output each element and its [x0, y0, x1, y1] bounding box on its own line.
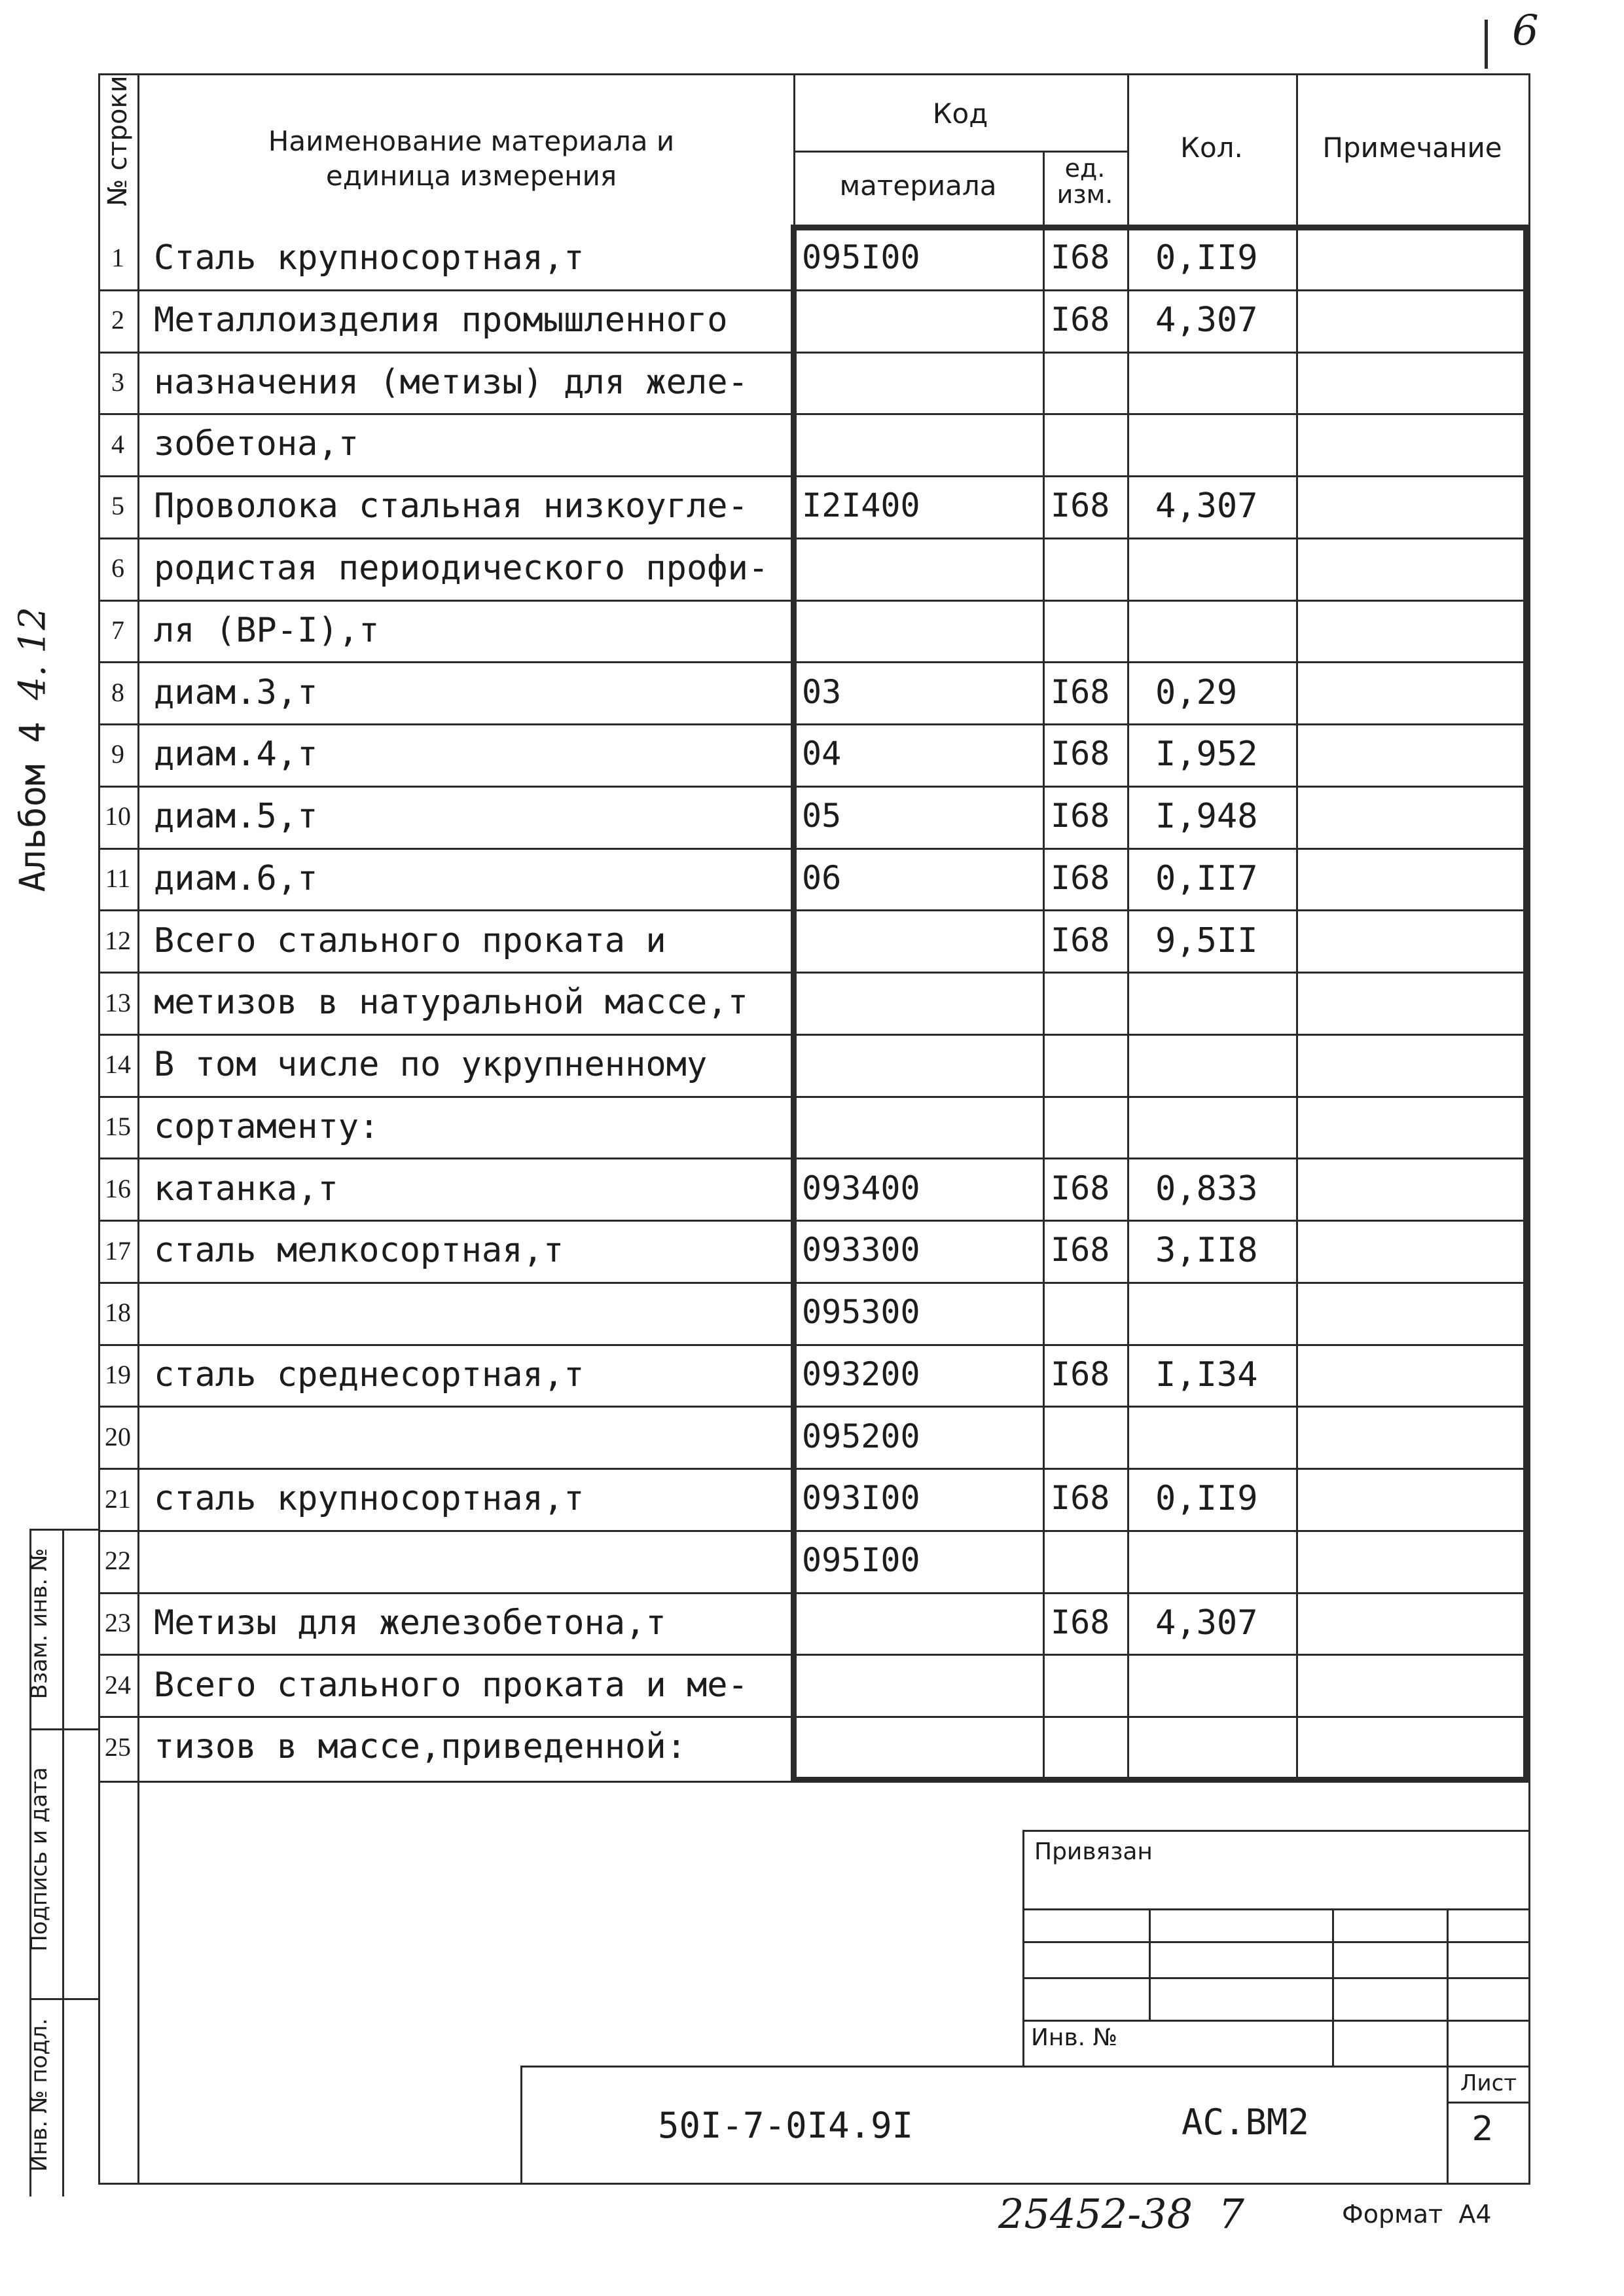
header-code: Код: [932, 98, 988, 130]
row-quantity: I,I34: [1155, 1355, 1258, 1394]
album-handwritten: 4. 12: [11, 606, 54, 701]
row-unit-code: I68: [1051, 238, 1110, 277]
row-quantity: 0,II9: [1155, 238, 1258, 278]
row-unit-code: I68: [1051, 1355, 1110, 1393]
sheet-corner-number: 6: [1512, 7, 1539, 55]
row-number: 20: [105, 1421, 131, 1451]
row-divider: [98, 1157, 1528, 1159]
row-material-code: 095200: [802, 1417, 920, 1455]
header-code-material: материала: [839, 170, 997, 202]
row-name: Сталь крупносортная,т: [154, 238, 585, 278]
row-material-code: 093I00: [802, 1479, 920, 1518]
row-material-code: 095I00: [802, 1541, 920, 1580]
row-unit-code: I68: [1051, 486, 1110, 525]
stamp-document-code: 50I-7-0I4.9I: [658, 2105, 914, 2146]
row-divider: [98, 786, 1528, 788]
row-number: 24: [105, 1669, 131, 1700]
row-number: 8: [111, 677, 124, 707]
row-number: 13: [105, 987, 131, 1017]
margin-field-inv-original: Инв. № подл.: [26, 2018, 52, 2172]
row-number: 25: [105, 1732, 131, 1762]
row-name: Всего стального проката и: [154, 920, 666, 960]
row-name: Металлоизделия промышленного: [154, 300, 728, 340]
row-divider: [98, 848, 1528, 850]
row-name: диам.6,т: [154, 858, 318, 898]
row-divider: [98, 538, 1528, 539]
row-name: Метизы для железобетона,т: [154, 1603, 666, 1643]
stamp-linked-label: Привязан: [1034, 1838, 1153, 1865]
row-number: 12: [105, 925, 131, 955]
row-number: 22: [105, 1546, 131, 1576]
row-quantity: 4,307: [1155, 1603, 1258, 1643]
row-divider: [98, 1034, 1528, 1036]
row-number: 19: [105, 1360, 131, 1390]
row-divider: [98, 909, 1528, 911]
row-name: диам.5,т: [154, 797, 318, 837]
row-divider: [98, 1592, 1528, 1594]
row-number: 15: [105, 1112, 131, 1142]
row-divider: [98, 1406, 1528, 1408]
row-unit-code: I68: [1051, 920, 1110, 959]
row-number: 4: [111, 429, 124, 459]
row-material-code: I2I400: [802, 486, 920, 525]
row-name: В том числе по укрупненному: [154, 1045, 708, 1085]
row-divider: [98, 661, 1528, 663]
row-quantity: 9,5II: [1155, 920, 1258, 960]
row-quantity: 0,833: [1155, 1169, 1258, 1209]
row-divider: [98, 1530, 1528, 1532]
header-note: Примечание: [1322, 132, 1502, 164]
row-quantity: 3,II8: [1155, 1231, 1258, 1271]
row-quantity: I,952: [1155, 735, 1258, 774]
row-material-code: 06: [802, 858, 842, 897]
row-material-code: 093400: [802, 1169, 920, 1207]
stamp-sheet-label: Лист: [1460, 2070, 1517, 2096]
row-divider: [98, 1096, 1528, 1098]
row-divider: [98, 289, 1528, 291]
row-unit-code: I68: [1051, 300, 1110, 338]
row-quantity: 0,II7: [1155, 858, 1258, 898]
row-name: зобетона,т: [154, 424, 359, 464]
row-divider: [98, 1654, 1528, 1656]
row-name: метизов в натуральной массе,т: [154, 983, 748, 1023]
row-material-code: 04: [802, 735, 842, 773]
row-name: диам.4,т: [154, 735, 318, 774]
row-name: сталь среднесортная,т: [154, 1355, 585, 1394]
stamp-inv-no-label: Инв. №: [1031, 2024, 1118, 2051]
row-divider: [98, 475, 1528, 477]
row-name: Проволока стальная низкоугле-: [154, 486, 748, 526]
stamp-document-mark: АС.ВМ2: [1182, 2102, 1310, 2143]
row-unit-code: I68: [1051, 1603, 1110, 1641]
row-quantity: I,948: [1155, 797, 1258, 837]
row-number: 9: [111, 739, 124, 769]
row-name: диам.3,т: [154, 672, 318, 712]
stamp-sheet-number: 2: [1471, 2109, 1494, 2149]
row-number: 18: [105, 1298, 131, 1328]
margin-field-signature-date: Подпись и дата: [26, 1767, 52, 1952]
row-number: 11: [105, 863, 131, 893]
format-label: Формат А4: [1342, 2200, 1492, 2229]
row-number: 16: [105, 1173, 131, 1203]
row-name: родистая периодического профи-: [154, 548, 769, 588]
row-quantity: 0,II9: [1155, 1479, 1258, 1519]
row-number: 7: [111, 615, 124, 645]
row-number: 3: [111, 367, 124, 397]
row-divider: [98, 723, 1528, 725]
row-name: тизов в массе,приведенной:: [154, 1727, 687, 1767]
row-name: Всего стального проката и ме-: [154, 1665, 748, 1705]
row-unit-code: I68: [1051, 858, 1110, 897]
row-name: ля (ВР-I),т: [154, 610, 380, 650]
row-name: сталь крупносортная,т: [154, 1479, 585, 1519]
row-divider: [98, 1220, 1528, 1222]
row-material-code: 095I00: [802, 238, 920, 277]
row-divider: [98, 600, 1528, 602]
row-number: 10: [105, 801, 131, 831]
row-number: 6: [111, 553, 124, 583]
row-material-code: 03: [802, 672, 842, 711]
row-quantity: 0,29: [1155, 672, 1238, 712]
header-code-unit: ед. изм.: [1056, 154, 1113, 209]
row-unit-code: I68: [1051, 672, 1110, 711]
row-divider: [98, 1468, 1528, 1470]
row-name: сталь мелкосортная,т: [154, 1231, 564, 1271]
row-unit-code: I68: [1051, 797, 1110, 835]
row-material-code: 095300: [802, 1293, 920, 1332]
row-unit-code: I68: [1051, 1169, 1110, 1207]
row-number: 17: [105, 1235, 131, 1266]
row-divider: [98, 972, 1528, 974]
row-quantity: 4,307: [1155, 486, 1258, 526]
header-name: Наименование материала и единица измерения: [268, 125, 675, 192]
row-divider: [98, 352, 1528, 354]
row-number: 2: [111, 305, 124, 335]
header-qty: Кол.: [1180, 132, 1243, 164]
row-name: сортаменту:: [154, 1106, 380, 1146]
row-quantity: 4,307: [1155, 300, 1258, 340]
row-unit-code: I68: [1051, 1479, 1110, 1518]
row-name: катанка,т: [154, 1169, 338, 1209]
row-name: назначения (метизы) для желе-: [154, 362, 748, 402]
row-number: 23: [105, 1608, 131, 1638]
row-unit-code: I68: [1051, 1231, 1110, 1269]
margin-field-replace-inv: Взам. инв. №: [26, 1548, 52, 1700]
row-divider: [98, 413, 1528, 415]
album-label: Альбом 4: [12, 721, 54, 892]
row-divider: [98, 1716, 1528, 1718]
row-material-code: 093200: [802, 1355, 920, 1393]
row-number: 5: [111, 491, 124, 521]
footer-handwritten-number: 25452-38 7: [998, 2190, 1244, 2238]
row-divider: [98, 1282, 1528, 1284]
album-side-label: [11, 606, 54, 892]
row-number: 21: [105, 1484, 131, 1514]
row-material-code: 05: [802, 797, 842, 835]
row-divider: [98, 1344, 1528, 1346]
row-material-code: 093300: [802, 1231, 920, 1269]
header-row-number: № строки: [103, 75, 133, 206]
row-number: 14: [105, 1049, 131, 1080]
row-number: 1: [111, 243, 124, 273]
row-unit-code: I68: [1051, 735, 1110, 773]
